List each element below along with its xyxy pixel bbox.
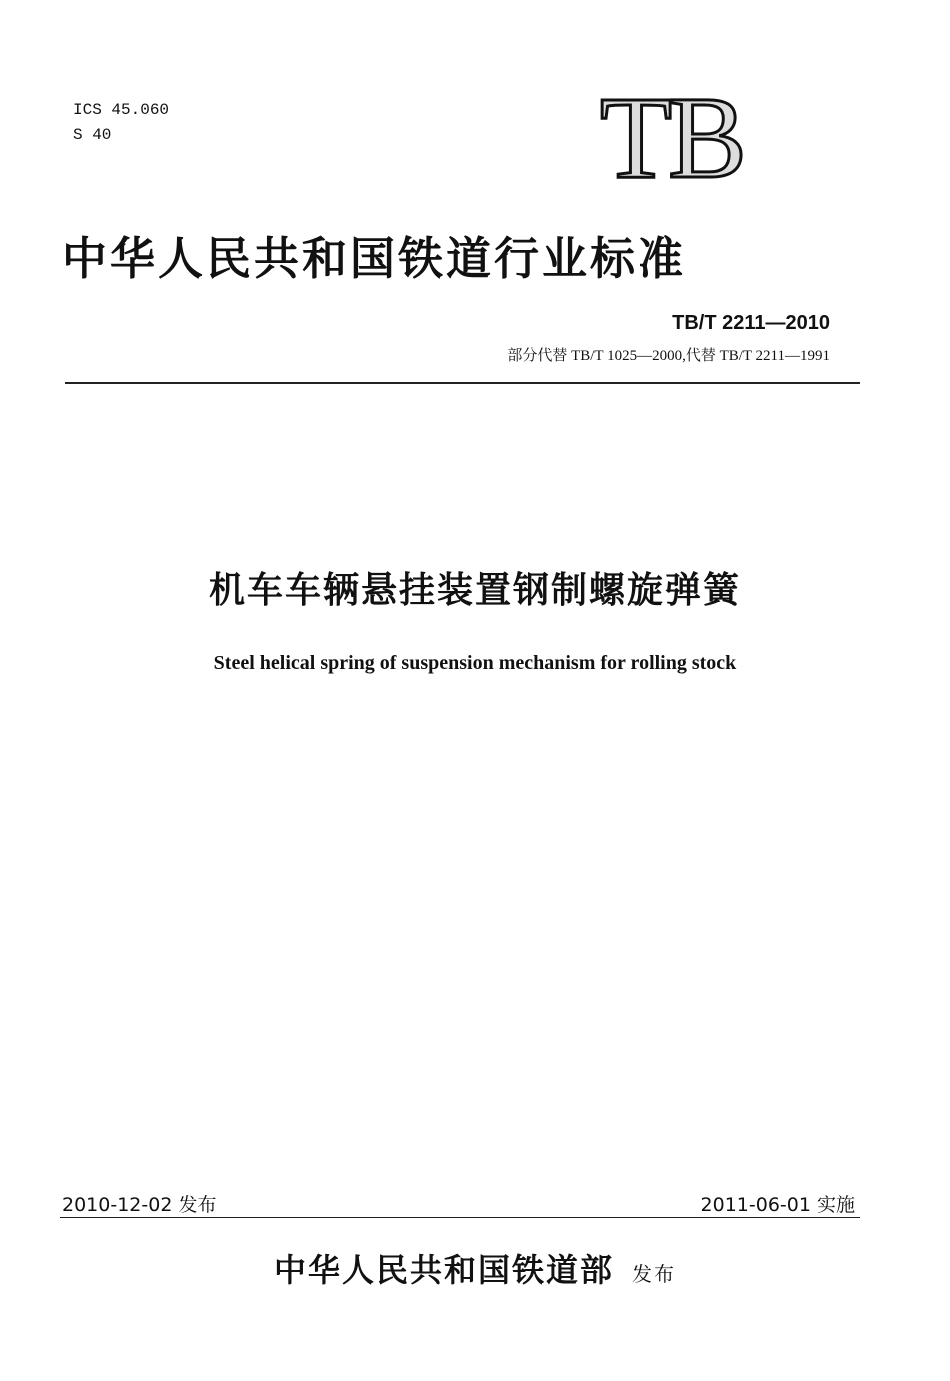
issuer-action: 发布 <box>632 1262 676 1286</box>
issuer-name: 中华人民共和国铁道部 <box>273 1251 614 1289</box>
ccs-code: S 40 <box>73 126 112 144</box>
title-english: Steel helical spring of suspension mechanism for rolling stock <box>213 652 737 674</box>
classification-codes <box>73 98 169 148</box>
title-chinese: 机车车辆悬挂装置钢制螺旋弹簧 <box>208 570 741 611</box>
issuer-line <box>0 1245 950 1291</box>
footer-divider <box>60 1217 860 1218</box>
header-divider <box>65 382 860 384</box>
standard-code: TB/T 2211—2010 <box>672 312 830 334</box>
effective-date: 2011-06-01 实施 <box>700 1194 855 1216</box>
tb-logo: TB <box>600 72 743 203</box>
ics-code: ICS 45.060 <box>73 101 170 119</box>
publish-date: 2010-12-02 发布 <box>62 1194 217 1216</box>
replaces-note: 部分代替 TB/T 1025—2000,代替 TB/T 2211—1991 <box>507 348 830 364</box>
organization-title: 中华人民共和国铁道行业标准 <box>62 232 687 285</box>
